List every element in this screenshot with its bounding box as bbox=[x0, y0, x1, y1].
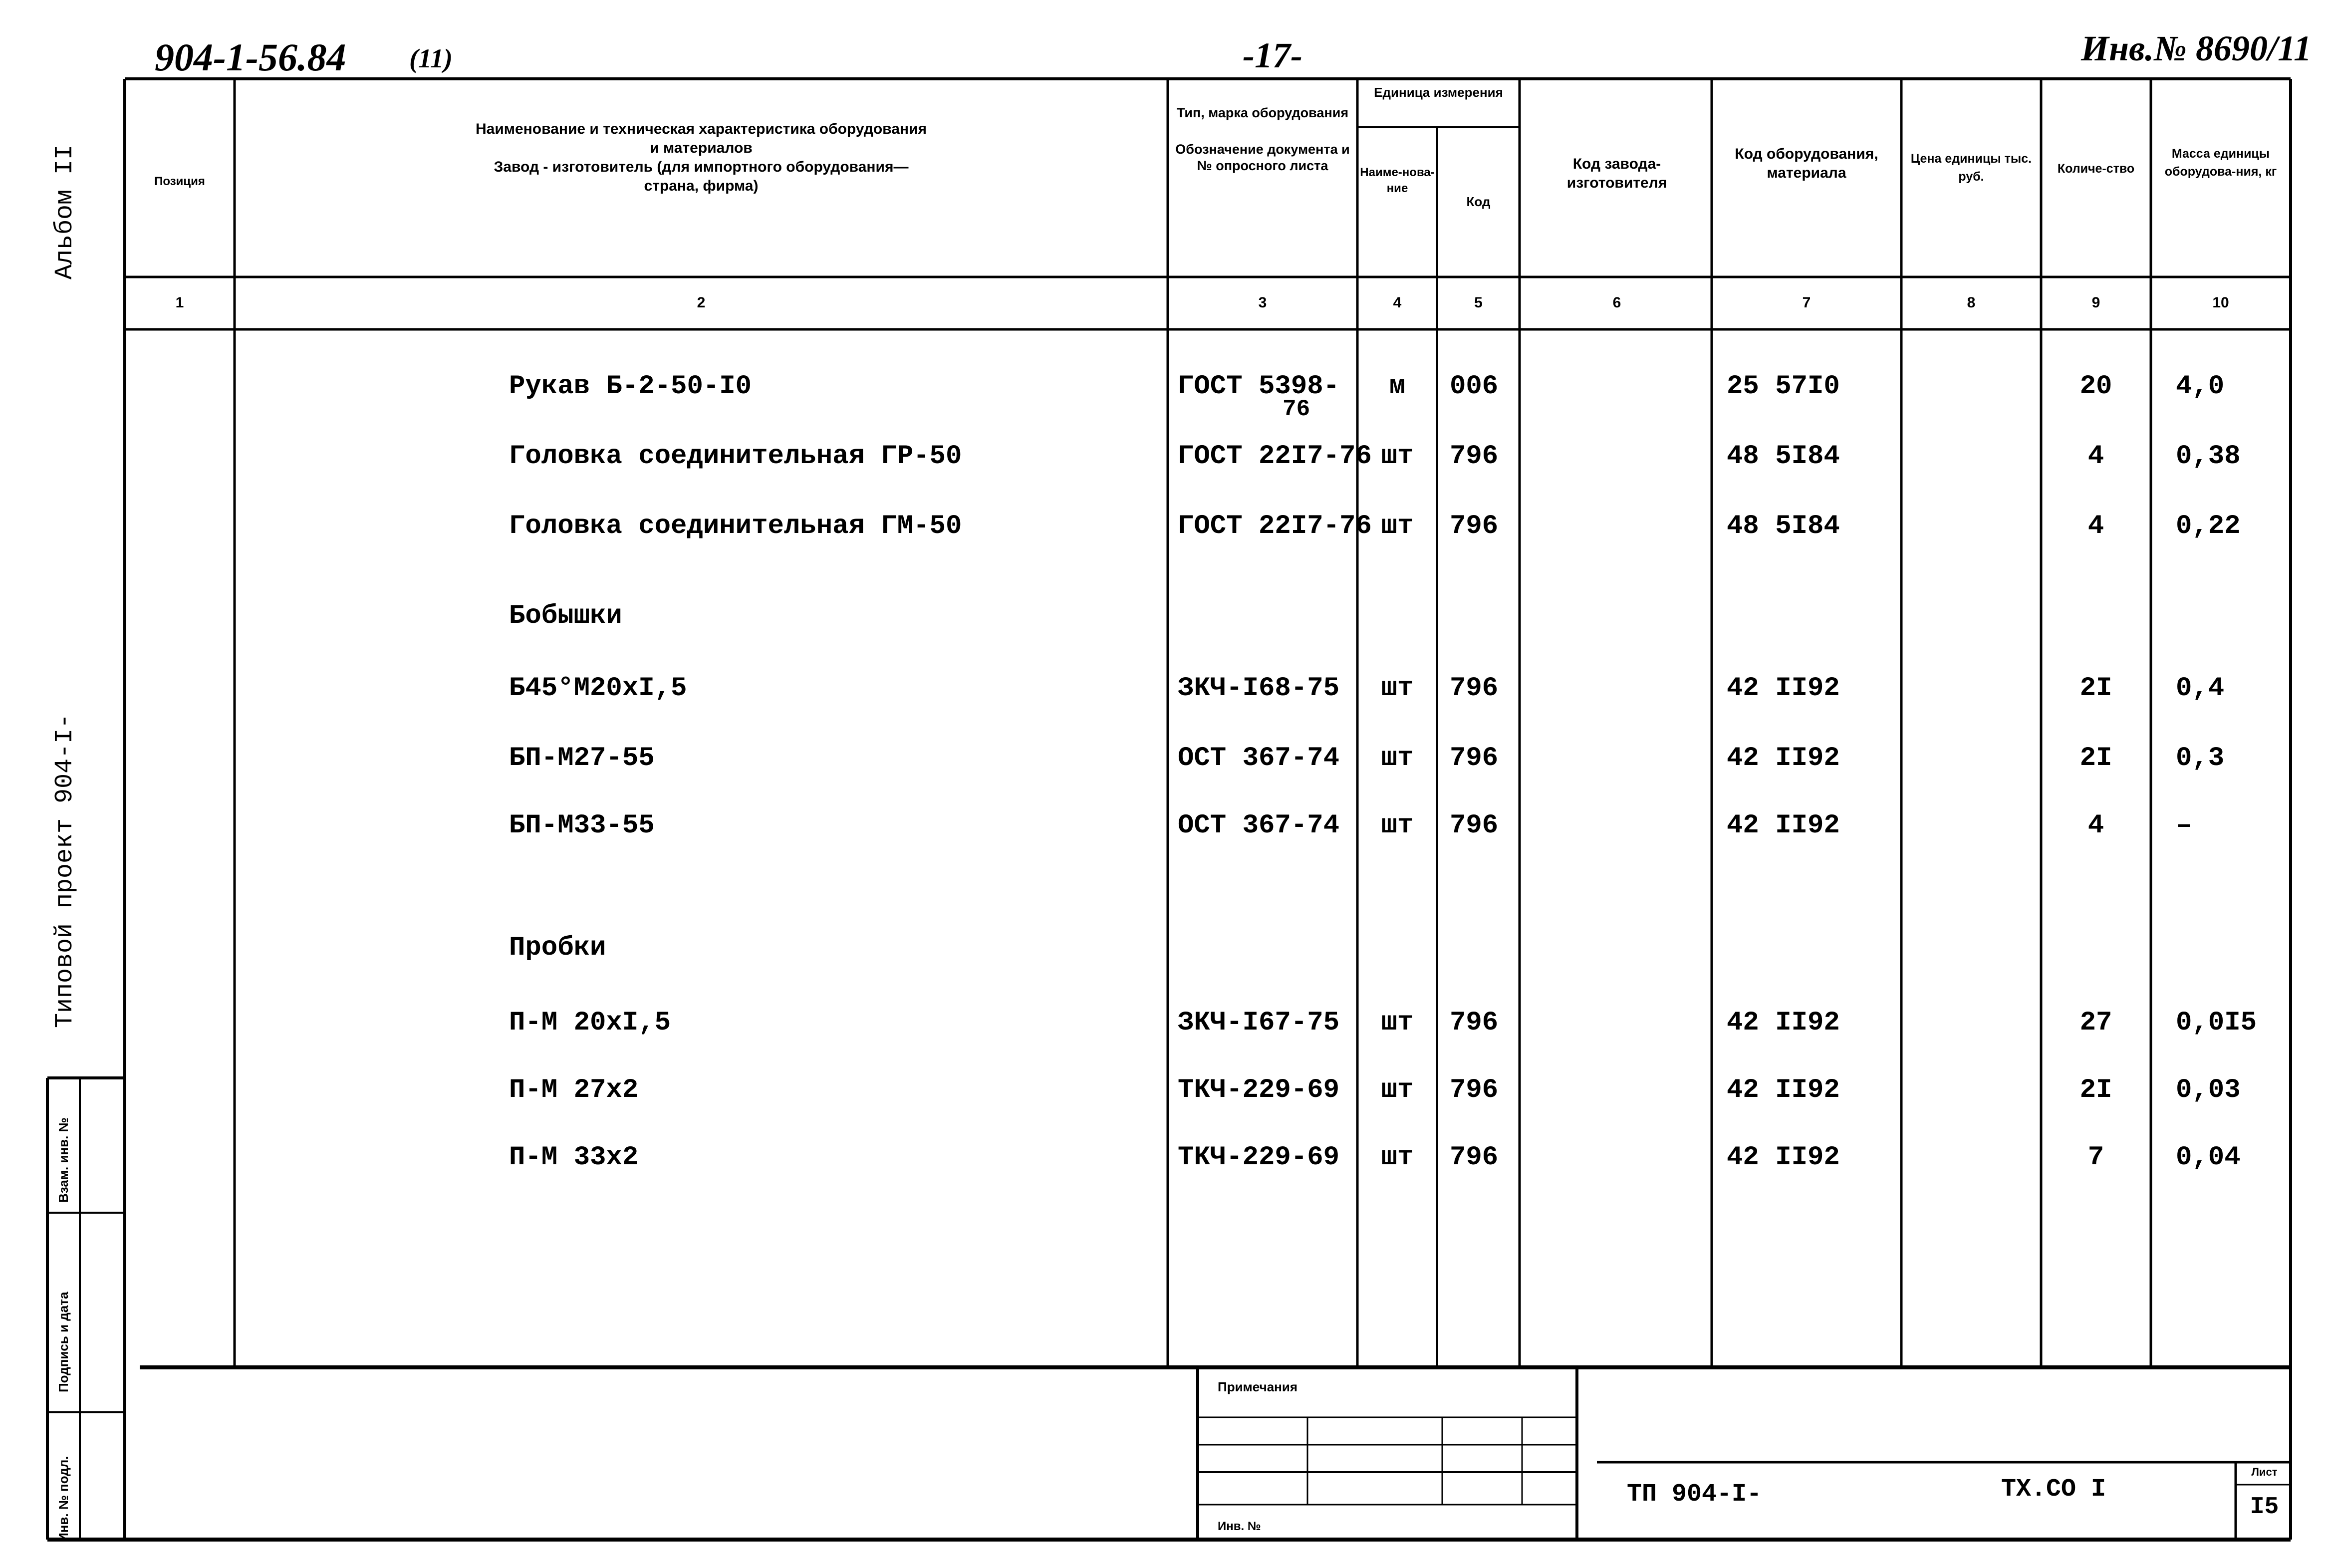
project-code: 904-1-56.84 bbox=[155, 35, 346, 79]
item-quantity: 20 bbox=[2079, 371, 2112, 402]
col-number-7: 7 bbox=[1802, 294, 1811, 311]
document-code: ТП 904-I- bbox=[1627, 1480, 1762, 1509]
item-unit: шт bbox=[1381, 673, 1414, 704]
col-quantity-header: Количе-ство bbox=[2057, 162, 2135, 176]
item-unit-code: 796 bbox=[1450, 441, 1499, 472]
item-document: ОСТ 367-74 bbox=[1178, 810, 1340, 841]
col-unit-name-header: Наиме-нова-ние bbox=[1360, 166, 1435, 195]
sheet-code: ТХ.СО I bbox=[2001, 1475, 2106, 1504]
item-unit-code: 796 bbox=[1450, 810, 1499, 841]
item-name: П-М 27х2 bbox=[509, 1075, 639, 1105]
item-unit: шт bbox=[1381, 810, 1414, 841]
item-material-code: 48 5I84 bbox=[1727, 511, 1840, 541]
col-name-line-4: страна, фирма) bbox=[644, 178, 759, 194]
item-document: ЗКЧ-I67-75 bbox=[1178, 1008, 1340, 1038]
item-name: П-М 33х2 bbox=[509, 1142, 639, 1173]
item-material-code: 42 II92 bbox=[1727, 1075, 1840, 1105]
col-type-top: Тип, марка оборудования bbox=[1176, 105, 1349, 120]
col-number-10: 10 bbox=[2212, 294, 2229, 311]
item-mass: 0,04 bbox=[2176, 1142, 2241, 1173]
col-number-8: 8 bbox=[1967, 294, 1976, 311]
item-quantity: 7 bbox=[2087, 1142, 2104, 1173]
item-name: Рукав Б-2-50-I0 bbox=[509, 371, 752, 402]
item-document: ГОСТ 5398- bbox=[1178, 371, 1340, 402]
col-material-code-header: Код оборудования, материала bbox=[1735, 146, 1878, 181]
item-document: ТКЧ-229-69 bbox=[1178, 1142, 1340, 1173]
issue-number: (11) bbox=[409, 43, 453, 73]
col-name-line-1: Наименование и техническая характеристика оборудования bbox=[476, 121, 927, 137]
item-material-code: 42 II92 bbox=[1727, 1142, 1840, 1173]
item-unit: шт bbox=[1381, 441, 1414, 472]
item-mass: 0,03 bbox=[2176, 1075, 2241, 1105]
item-unit-code: 006 bbox=[1450, 371, 1499, 402]
item-mass: 0,22 bbox=[2176, 511, 2241, 541]
notes-label: Примечания bbox=[1218, 1379, 1298, 1394]
item-document-continuation: 76 bbox=[1283, 396, 1310, 422]
item-mass: 4,0 bbox=[2176, 371, 2225, 402]
page-number: -17- bbox=[1243, 35, 1302, 75]
item-unit: м bbox=[1389, 371, 1406, 402]
item-document: ЗКЧ-I68-75 bbox=[1178, 673, 1340, 704]
col-position-header: Позиция bbox=[154, 175, 205, 188]
item-quantity: 2I bbox=[2079, 743, 2112, 774]
sheet-number: I5 bbox=[2250, 1494, 2279, 1521]
col-name-header bbox=[240, 120, 1163, 196]
item-name: Бобышки bbox=[509, 601, 622, 631]
col-number-9: 9 bbox=[2091, 294, 2100, 311]
item-quantity: 4 bbox=[2087, 511, 2104, 541]
item-material-code: 42 II92 bbox=[1727, 743, 1840, 774]
item-quantity: 4 bbox=[2087, 810, 2104, 841]
item-name: БП-М33-55 bbox=[509, 810, 655, 841]
unit-group-header: Единица измерения bbox=[1374, 85, 1503, 100]
item-unit: шт bbox=[1381, 1008, 1414, 1038]
item-mass: – bbox=[2176, 810, 2192, 841]
stamp-label-replaced: Взам. инв. № bbox=[56, 1117, 71, 1203]
col-number-3: 3 bbox=[1258, 294, 1267, 311]
item-quantity: 27 bbox=[2079, 1008, 2112, 1038]
col-name-line-3: Завод - изготовитель (для импортного оборудования— bbox=[494, 159, 909, 175]
inventory-number: Инв.№ 8690/11 bbox=[2081, 28, 2312, 68]
col-type-bottom: Обозначение документа и № опросного листа bbox=[1175, 142, 1350, 173]
item-name: Головка соединительная ГР-50 bbox=[509, 441, 962, 472]
item-material-code: 42 II92 bbox=[1727, 673, 1840, 704]
item-unit-code: 796 bbox=[1450, 743, 1499, 774]
col-number-4: 4 bbox=[1393, 294, 1402, 311]
sheet-label: Лист bbox=[2251, 1466, 2278, 1478]
inventory-label: Инв. № bbox=[1218, 1520, 1261, 1533]
item-unit-code: 796 bbox=[1450, 1142, 1499, 1173]
item-name: П-М 20хI,5 bbox=[509, 1008, 671, 1038]
item-document: ГОСТ 22I7-76 bbox=[1178, 511, 1372, 541]
item-mass: 0,3 bbox=[2176, 743, 2225, 774]
item-unit: шт bbox=[1381, 511, 1414, 541]
col-type-header bbox=[1170, 105, 1355, 174]
item-material-code: 48 5I84 bbox=[1727, 441, 1840, 472]
item-document: ГОСТ 22I7-76 bbox=[1178, 441, 1372, 472]
item-quantity: 2I bbox=[2079, 673, 2112, 704]
item-document: ТКЧ-229-69 bbox=[1178, 1075, 1340, 1105]
item-unit: шт bbox=[1381, 1075, 1414, 1105]
item-material-code: 25 57I0 bbox=[1727, 371, 1840, 402]
col-price-header: Цена единицы тыс. руб. bbox=[1910, 152, 2032, 184]
item-name: БП-М27-55 bbox=[509, 743, 655, 774]
stamp-label-original: Инв. № подл. bbox=[56, 1456, 71, 1542]
item-name: Пробки bbox=[509, 933, 606, 963]
col-unit-code-header: Код bbox=[1466, 194, 1491, 209]
item-material-code: 42 II92 bbox=[1727, 810, 1840, 841]
col-number-5: 5 bbox=[1474, 294, 1483, 311]
item-mass: 0,4 bbox=[2176, 673, 2225, 704]
item-unit-code: 796 bbox=[1450, 1008, 1499, 1038]
item-name: Головка соединительная ГМ-50 bbox=[509, 511, 962, 541]
album-label: Альбом II bbox=[51, 144, 79, 279]
project-label: Типовой проект 904-I- bbox=[51, 713, 79, 1028]
item-unit-code: 796 bbox=[1450, 1075, 1499, 1105]
col-mass-header: Масса единицы оборудова-ния, кг bbox=[2164, 147, 2277, 179]
item-quantity: 4 bbox=[2087, 441, 2104, 472]
item-name: Б45°М20хI,5 bbox=[509, 673, 687, 704]
col-maker-code-header: Код завода-изготовителя bbox=[1566, 156, 1667, 191]
stamp-label-signature: Подпись и дата bbox=[56, 1292, 71, 1392]
item-unit: шт bbox=[1381, 743, 1414, 774]
item-unit-code: 796 bbox=[1450, 673, 1499, 704]
item-unit-code: 796 bbox=[1450, 511, 1499, 541]
col-number-2: 2 bbox=[697, 294, 706, 311]
item-quantity: 2I bbox=[2079, 1075, 2112, 1105]
col-name-line-2: и материалов bbox=[650, 140, 753, 156]
item-mass: 0,0I5 bbox=[2176, 1008, 2257, 1038]
item-mass: 0,38 bbox=[2176, 441, 2241, 472]
item-material-code: 42 II92 bbox=[1727, 1008, 1840, 1038]
col-number-6: 6 bbox=[1612, 294, 1621, 311]
item-unit: шт bbox=[1381, 1142, 1414, 1173]
item-document: ОСТ 367-74 bbox=[1178, 743, 1340, 774]
col-number-1: 1 bbox=[175, 294, 184, 311]
